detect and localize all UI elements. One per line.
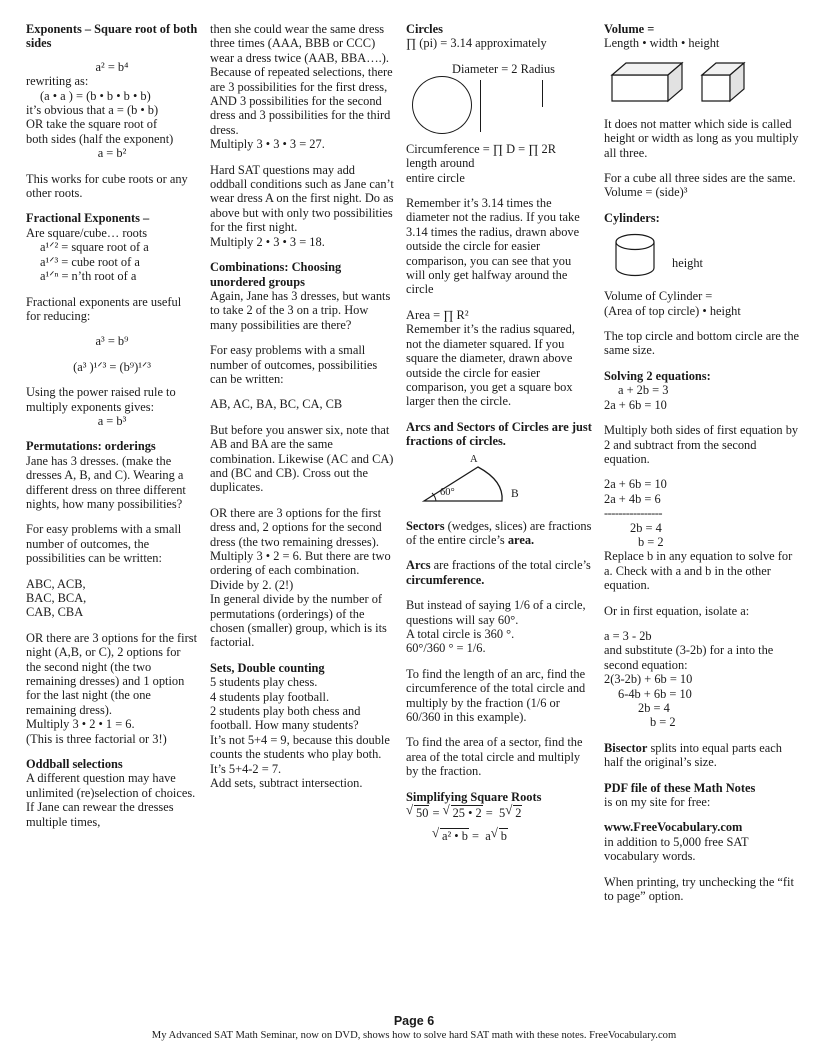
text-area-top-circle-height: (Area of top circle) • height bbox=[604, 303, 741, 318]
diameter-radius-label: Diameter = 2 Radius bbox=[452, 61, 555, 76]
para-power-raised-rule: Using the power raised rule to multiply exponents gives: bbox=[26, 385, 176, 414]
sector-point-b-label: B bbox=[511, 487, 519, 500]
heading-volume: Volume = bbox=[604, 22, 655, 36]
heading-exponents-square-root: Exponents – Square root of both sides bbox=[26, 22, 198, 51]
equation-a-half: a¹ᐟ² = square root of a bbox=[40, 240, 149, 255]
para-ab-ba-same: But before you answer six, note that AB and BA are the same combination. Likewise (AC and CA) and (BC and CB). Cross out the duplicates. bbox=[210, 422, 394, 495]
text-not-5-plus-4: It’s not 5+4 = 9, because this double counts the students who play both. It’s 5+4-2 = 7. bbox=[210, 732, 390, 776]
subtraction-rule-line: ---------------- bbox=[604, 506, 663, 521]
radius-line bbox=[542, 80, 543, 107]
text-or-take-sqrt: OR take the square root of bbox=[26, 117, 158, 132]
diameter-line bbox=[480, 80, 481, 132]
heading-combinations bbox=[210, 260, 394, 289]
para-does-not-matter-side: It does not matter which side is called height or width as long as you multiply all three. bbox=[604, 116, 799, 160]
equation-a-third: a¹ᐟ³ = cube root of a bbox=[40, 254, 140, 269]
text-area-formula: Area = ∏ R² bbox=[406, 307, 469, 322]
sector-diagram bbox=[406, 455, 592, 511]
cube-shape bbox=[700, 57, 758, 107]
text-circumference-formula: Circumference = ∏ D = ∏ 2R bbox=[406, 141, 556, 156]
text-are-square-cube-roots: Are square/cube… roots bbox=[26, 225, 148, 240]
cylinder-shape bbox=[610, 230, 670, 280]
equation-a-plus-2b: a + 2b = 3 bbox=[618, 383, 669, 398]
para-same-dress-three-times: then she could wear the same dress three times (AAA, BBB or CCC) wear a dress twice (AAB, BBA….). Because of repeated selections, there are 3 possibilities for the first dress, AND 3 possibilities for the second dress and 3 possibilities for the third dress. bbox=[210, 22, 393, 137]
link-freevocabulary-site[interactable]: www.FreeVocabulary.com bbox=[604, 820, 743, 835]
para-314-times-diameter: Remember it’s 3.14 times the diameter not the radius. If you take 3.14 times the radius, drawn above outside the circle for easier comparison, you can see that you will only get halfway around the circle bbox=[406, 196, 580, 297]
list-abc-acb: ABC, ACB, bbox=[26, 576, 86, 591]
para-cube-all-sides: For a cube all three sides are the same. Volume = (side)³ bbox=[604, 171, 796, 200]
para-area-of-sector: To find the area of a sector, find the area of the total circle and multiply by the fraction. bbox=[406, 735, 583, 779]
heading-sets-double-counting: Sets, Double counting bbox=[210, 660, 325, 675]
coefficient-5: 5 bbox=[498, 806, 506, 821]
text-three-factorial: (This is three factorial or 3!) bbox=[26, 731, 167, 746]
para-multiply-3-2-divide: Multiply 3 • 2 = 6. But there are two ordering of each combination. Divide by 2. (2!) bbox=[210, 549, 391, 592]
equation-expanded-product: (a • a ) = (b • b • b • b) bbox=[40, 88, 151, 103]
text-obvious-that-a: it’s obvious that a = (b • b) bbox=[26, 103, 159, 118]
prism-and-cube-diagram bbox=[604, 57, 802, 109]
para-hard-sat-oddball: Hard SAT questions may add oddball conditions such as Jane can’t wear dress A on the first night. Do as above but with only two possibilities for the first night. bbox=[210, 162, 394, 235]
text-add-sets-subtract: Add sets, subtract intersection. bbox=[210, 776, 363, 791]
cylinder-height-label: height bbox=[672, 256, 703, 271]
para-easy-problems: For easy problems with a small number of outcomes, the possibilities can be written: bbox=[26, 522, 182, 566]
text-on-my-site-free: is on my site for free: bbox=[604, 795, 711, 810]
sqrt-25-times-2: √ 25 • 2 bbox=[443, 804, 483, 820]
equation-2a-plus-6b: 2a + 6b = 10 bbox=[604, 397, 667, 412]
equation-b-2: b = 2 bbox=[638, 534, 664, 549]
text-multiply-3-2-1: Multiply 3 • 2 • 1 = 6. bbox=[26, 717, 135, 732]
para-cube-roots: This works for cube roots or any other roots. bbox=[26, 171, 188, 201]
text-both-sides-half: both sides (half the exponent) bbox=[26, 131, 174, 146]
list-ab-ac-ba: AB, AC, BA, BC, CA, CB bbox=[210, 397, 343, 412]
equation-sqrt-a2-b: √ a² • b = a √ b bbox=[406, 827, 592, 843]
para-printing-fit-to-page: When printing, try unchecking the “fit to page” option. bbox=[604, 874, 794, 904]
text-5-chess: 5 students play chess. bbox=[210, 675, 318, 690]
rectangular-prism-shape bbox=[610, 57, 690, 107]
footer-credit-line: My Advanced SAT Math Seminar, now on DVD, shows how to solve hard SAT math with these notes. FreeVocabulary.com bbox=[151, 1030, 677, 1041]
page-number-label: Page 6 bbox=[393, 1014, 435, 1028]
text-multiply-3-3-3: Multiply 3 • 3 • 3 = 27. bbox=[210, 137, 325, 152]
equation-sqrt-50: √ 50 = √ 25 • 2 = 5 √ 2 bbox=[406, 804, 592, 820]
column-3 bbox=[406, 22, 604, 844]
equation-a3-cuberoot: (a³ )¹ᐟ³ = (b⁹)¹ᐟ³ bbox=[73, 359, 151, 374]
equation-a2-b4: a² = b⁴ bbox=[95, 59, 129, 74]
bisector-keyword: Bisector bbox=[604, 740, 648, 755]
text-60-over-360: 60°/360 ° = 1/6. bbox=[406, 641, 486, 656]
list-bac-bca: BAC, BCA, bbox=[26, 591, 87, 605]
text-multiply-2-3-3: Multiply 2 • 3 • 3 = 18. bbox=[210, 234, 325, 249]
para-fractional-useful: Fractional exponents are useful for reducing: bbox=[26, 294, 182, 323]
equation-2a-4b-6: 2a + 4b = 6 bbox=[604, 491, 661, 506]
heading-cylinders: Cylinders: bbox=[604, 210, 660, 225]
text-length-width-height: Length • width • height bbox=[604, 36, 720, 51]
arcs-text: are fractions of the total circle’s bbox=[430, 558, 591, 573]
column-1 bbox=[14, 22, 210, 840]
text-length-around: length around bbox=[406, 156, 475, 171]
para-instead-of-16: But instead of saying 1/6 of a circle, questions will say 60°. bbox=[406, 598, 586, 627]
para-or-3-options: OR there are 3 options for the first night (A,B, or C), 2 options for the second night (the two remaining dresses) and 1 option for the last night (the one remaining dress). bbox=[26, 630, 198, 717]
para-radius-squared: Remember it’s the radius squared, not the diameter squared. If you square the diameter, drawn above outside the circle for easier comparison, you get a square box larger then the circle. bbox=[406, 322, 575, 409]
heading-arcs-sectors: Arcs and Sectors of Circles are just fractions of circles. bbox=[406, 419, 592, 449]
heading-oddball-selections: Oddball selections bbox=[26, 757, 123, 772]
para-easy-problems-2: For easy problems with a small number of outcomes, possibilities can be written: bbox=[210, 343, 378, 386]
equation-b-2-second: b = 2 bbox=[650, 715, 676, 730]
text-volume-of-cylinder: Volume of Cylinder = bbox=[604, 289, 713, 304]
heading-pdf-file-notes: PDF file of these Math Notes bbox=[604, 780, 756, 795]
heading-permutations: Permutations: orderings bbox=[26, 439, 156, 454]
para-or-3-options-2: OR there are 3 options for the first dress and, 2 options for the second dress (the two remaining dresses). bbox=[210, 505, 382, 549]
para-multiply-both-sides: Multiply both sides of first equation by 2 and subtract from the second equation. bbox=[604, 423, 799, 466]
sector-angle-label: 60° bbox=[440, 486, 455, 498]
equation-2b-4-second: 2b = 4 bbox=[638, 701, 670, 715]
circle-shape bbox=[412, 76, 472, 134]
sqrt-a-squared-times-b: √ a² • b bbox=[432, 827, 469, 843]
sqrt-2: √ 2 bbox=[505, 804, 522, 820]
equation-a-b3: a = b³ bbox=[97, 413, 127, 428]
para-jane-3-dresses: Jane has 3 dresses. (make the dresses A, B, and C). Wearing a different dress on three different nights, how many possibilities? bbox=[26, 453, 186, 511]
heading-solving-2-equations: Solving 2 equations: bbox=[604, 368, 711, 383]
text-2-both: 2 students play both chess and football. How many students? bbox=[210, 704, 361, 733]
equation-a3-b9: a³ = b⁹ bbox=[95, 334, 129, 349]
sqrt-50: √ 50 bbox=[406, 804, 429, 820]
text-4-football: 4 students play football. bbox=[210, 689, 330, 704]
para-top-bottom-same: The top circle and bottom circle are the same size. bbox=[604, 329, 800, 358]
arcs-circumference-keyword: circumference. bbox=[406, 572, 485, 587]
coefficient-a: a bbox=[485, 829, 491, 844]
column-4 bbox=[604, 22, 814, 914]
sector-point-a-label: A bbox=[470, 453, 478, 465]
equation-a-equals-3-2b: a = 3 - 2b bbox=[604, 628, 652, 643]
cylinder-diagram bbox=[604, 230, 802, 282]
equation-2b-4: 2b = 4 bbox=[630, 520, 662, 535]
para-5000-sat-words: in addition to 5,000 free SAT vocabulary words. bbox=[604, 834, 749, 864]
arcs-keyword: Arcs bbox=[406, 558, 431, 573]
heading-simplifying-square-roots: Simplifying Square Roots bbox=[406, 789, 542, 804]
para-oddball-reselection: A different question may have unlimited (re)selection of choices. If Jane can rewear the dresses multiple times, bbox=[26, 771, 196, 829]
heading-combinations-word: Combinations bbox=[210, 260, 285, 275]
text-total-circle-360: A total circle is 360 °. bbox=[406, 626, 515, 641]
text-pi-approx: ∏ (pi) = 3.14 approximately bbox=[406, 36, 547, 51]
para-arcs-definition bbox=[406, 558, 592, 587]
equation-a-nth: a¹ᐟⁿ = n’th root of a bbox=[40, 269, 137, 284]
sectors-text: (wedges, slices) are fractions of the entire circle’s bbox=[406, 518, 592, 547]
para-general-divide: In general divide by the number of permutations (orderings) of the chosen (smaller) group, which is its factorial. bbox=[210, 592, 387, 650]
para-replace-b: Replace b in any equation to solve for a. Check with a and b in the other equation. bbox=[604, 549, 793, 593]
sqrt-b: √ b bbox=[491, 827, 508, 843]
heading-fractional-exponents: Fractional Exponents – bbox=[26, 211, 150, 226]
text-entire-circle: entire circle bbox=[406, 170, 465, 185]
bisector-text: splits into equal parts each half the original’s size. bbox=[604, 740, 782, 770]
heading-circles: Circles bbox=[406, 22, 443, 36]
column-layout bbox=[14, 22, 814, 987]
para-length-of-arc: To find the length of an arc, find the circumference of the total circle and multiply by the fraction (1/6 or 60/360 in this example). bbox=[406, 666, 586, 724]
para-sectors-definition bbox=[406, 519, 592, 548]
para-jane-take-2-of-3: Again, Jane has 3 dresses, but wants to take 2 of the 3 on a trip. How many possibilities are there? bbox=[210, 288, 391, 332]
para-bisector bbox=[604, 741, 802, 770]
sectors-keyword: Sectors bbox=[406, 518, 445, 533]
para-isolate-a: Or in first equation, isolate a: bbox=[604, 603, 750, 618]
list-cab-cba: CAB, CBA bbox=[26, 605, 84, 620]
sectors-area-keyword: area. bbox=[507, 532, 535, 547]
circle-diagram bbox=[406, 62, 592, 136]
equation-2a-6b-10: 2a + 6b = 10 bbox=[604, 477, 667, 492]
para-substitute-3-2b: and substitute (3-2b) for a into the second equation: bbox=[604, 643, 774, 672]
heading-combinations-rest: : Choosing unordered groups bbox=[210, 260, 342, 289]
equation-a-b2: a = b² bbox=[97, 146, 127, 161]
equation-expanded-sub: 6-4b + 6b = 10 bbox=[618, 686, 692, 701]
column-2 bbox=[210, 22, 406, 802]
text-rewriting-as: rewriting as: bbox=[26, 74, 89, 89]
page-footer bbox=[0, 1014, 828, 1041]
equation-substituted: 2(3-2b) + 6b = 10 bbox=[604, 672, 693, 687]
